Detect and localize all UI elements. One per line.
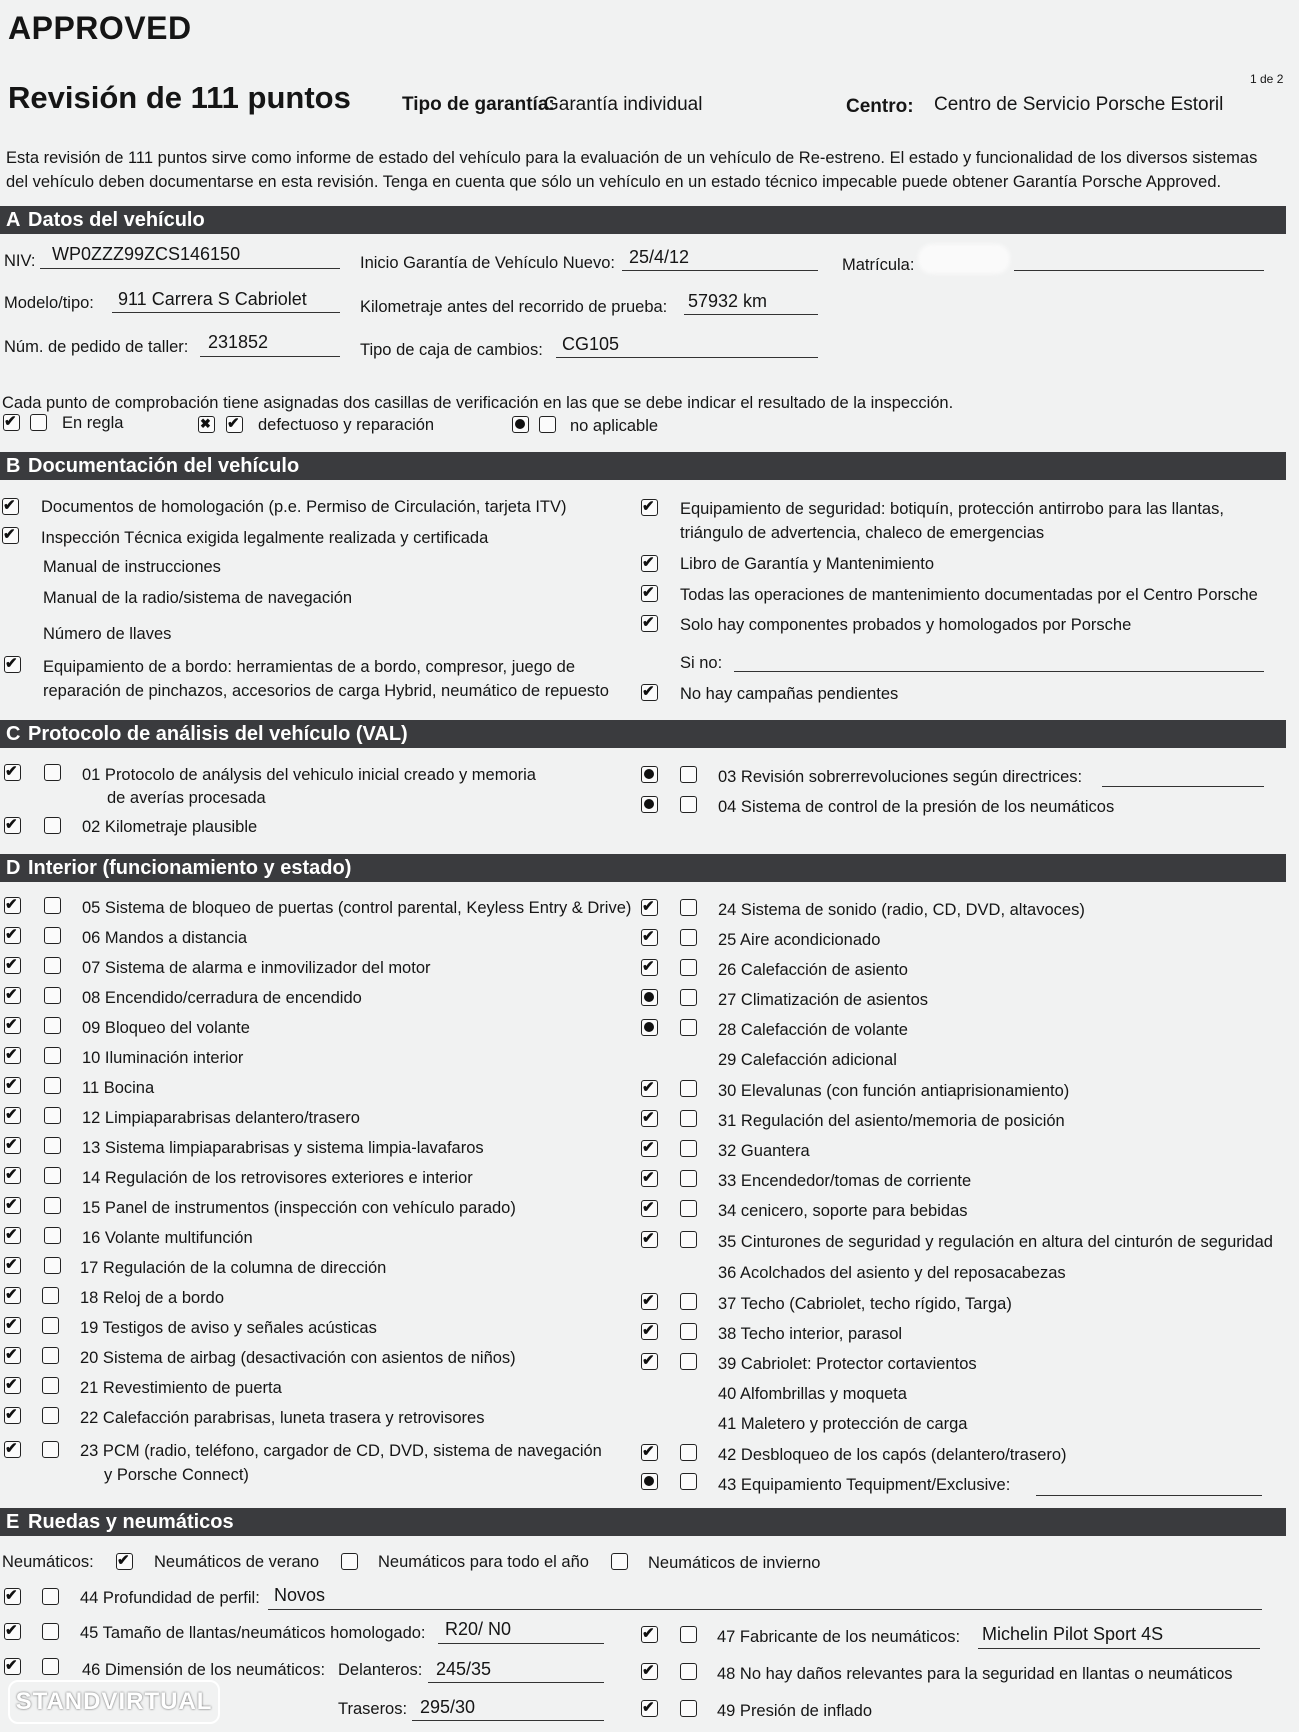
e-46-ok-checkbox[interactable] (4, 1658, 21, 1675)
c-01-label: 01 Protocolo de análysis del vehiculo inicial creado y memoria (82, 766, 536, 784)
d-22-defect-checkbox[interactable] (42, 1407, 59, 1424)
d-10-label: 10 Iluminación interior (82, 1049, 244, 1067)
d-07-label: 07 Sistema de alarma e inmovilizador del motor (82, 959, 431, 977)
d-32-defect-checkbox[interactable] (680, 1140, 697, 1157)
b-item-1-label: Documentos de homologación (p.e. Permiso de Circulación, tarjeta ITV) (41, 498, 567, 516)
d-26-defect-checkbox[interactable] (680, 959, 697, 976)
d-16-ok-checkbox[interactable] (4, 1227, 21, 1244)
summer-tyres-checkbox[interactable] (116, 1553, 133, 1570)
section-e-title: Ruedas y neumáticos (28, 1511, 234, 1533)
e-47-defect-checkbox[interactable] (680, 1626, 697, 1643)
d-43-label: 43 Equipamiento Tequipment/Exclusive: (718, 1476, 1011, 1494)
e-46-rear-line (412, 1720, 604, 1721)
e-48-ok-checkbox[interactable] (641, 1663, 658, 1680)
d-43-defect-checkbox[interactable] (680, 1473, 697, 1490)
b-item-6-label: Equipamiento de a bordo: herramientas de a bordo, compresor, juego de (43, 658, 576, 676)
b-right-1-label-cont: triángulo de advertencia, chaleco de emergencias (680, 524, 1045, 542)
b-right-2-checkbox[interactable] (641, 555, 658, 572)
legend-ok-label: En regla (62, 414, 124, 432)
d-20-label: 20 Sistema de airbag (desactivación con asientos de niños) (80, 1349, 516, 1367)
d-42-label: 42 Desbloqueo de los capós (delantero/trasero) (718, 1446, 1067, 1464)
section-d-letter: D (6, 857, 21, 879)
e-46-rear-value[interactable]: 295/30 (420, 1697, 476, 1717)
mileage-line (684, 314, 818, 315)
d-18-label: 18 Reloj de a bordo (80, 1289, 225, 1307)
d-09-label: 09 Bloqueo del volante (82, 1019, 250, 1037)
e-45-defect-checkbox[interactable] (42, 1623, 59, 1640)
d-38-label: 38 Techo interior, parasol (718, 1325, 903, 1343)
d-12-defect-checkbox[interactable] (44, 1107, 61, 1124)
winter-tyres-checkbox[interactable] (611, 1553, 628, 1570)
d-28-defect-checkbox[interactable] (680, 1019, 697, 1036)
e-48-label: 48 No hay daños relevantes para la seguridad en llantas o neumáticos (717, 1665, 1233, 1683)
d-24-label: 24 Sistema de sonido (radio, CD, DVD, altavoces) (718, 901, 1085, 919)
d-33-label: 33 Encendedor/tomas de corriente (718, 1172, 972, 1190)
d-31-ok-checkbox[interactable] (641, 1110, 658, 1127)
d-18-defect-checkbox[interactable] (42, 1287, 59, 1304)
e-44-line (268, 1609, 1262, 1610)
d-19-ok-checkbox[interactable] (4, 1317, 21, 1334)
d-20-defect-checkbox[interactable] (42, 1347, 59, 1364)
d-38-defect-checkbox[interactable] (680, 1323, 697, 1340)
b-right-5-checkbox[interactable] (641, 684, 658, 701)
d-15-ok-checkbox[interactable] (4, 1197, 21, 1214)
d-10-defect-checkbox[interactable] (44, 1047, 61, 1064)
d-34-defect-checkbox[interactable] (680, 1200, 697, 1217)
b-right-2-label: Libro de Garantía y Mantenimiento (680, 555, 935, 573)
c-01-ok-checkbox[interactable] (4, 764, 21, 781)
order-line (200, 356, 340, 357)
section-c-title: Protocolo de análisis del vehículo (VAL) (28, 723, 408, 745)
d-27-label: 27 Climatización de asientos (718, 991, 929, 1009)
d-34-label: 34 cenicero, soporte para bebidas (718, 1202, 968, 1220)
service-center-label: Centro: (846, 96, 914, 117)
d-13-defect-checkbox[interactable] (44, 1137, 61, 1154)
e-46-label: 46 Dimensión de los neumáticos: (82, 1661, 326, 1679)
d-38-ok-checkbox[interactable] (641, 1323, 658, 1340)
c-02-ok-checkbox[interactable] (4, 817, 21, 834)
page-number: 1 de 2 (1250, 72, 1284, 86)
order-label: Núm. de pedido de taller: (4, 338, 189, 356)
legend-na-label: no aplicable (570, 417, 659, 435)
model-value[interactable]: 911 Carrera S Cabriolet (118, 289, 307, 309)
d-25-label: 25 Aire acondicionado (718, 931, 881, 949)
d-32-ok-checkbox[interactable] (641, 1140, 658, 1157)
e-47-label: 47 Fabricante de los neumáticos: (717, 1628, 961, 1646)
section-c-letter: C (6, 723, 21, 745)
e-49-label: 49 Presión de inflado (717, 1702, 873, 1720)
c-02-label: 02 Kilometraje plausible (82, 818, 258, 836)
d-12-ok-checkbox[interactable] (4, 1107, 21, 1124)
legend-na-checkbox (512, 416, 529, 433)
e-44-defect-checkbox[interactable] (42, 1588, 59, 1605)
allseason-tyres-label: Neumáticos para todo el año (378, 1553, 589, 1571)
d-40-label: 40 Alfombrillas y moqueta (718, 1385, 907, 1403)
d-31-defect-checkbox[interactable] (680, 1110, 697, 1127)
b-right-3-checkbox[interactable] (641, 585, 658, 602)
plate-redacted (918, 244, 1010, 274)
intro-paragraph: Esta revisión de 111 puntos sirve como informe de estado del vehículo para la evaluación de un vehículo de Re-estreno. El estado y funcionalidad de los diversos sistemas del vehículo deben documentarse en esta revisión. Tenga en cuenta que sólo un vehículo en un estado técnico impecable puede obtener Garantía Porsche Approved. (6, 149, 1258, 191)
d-26-label: 26 Calefacción de asiento (718, 961, 908, 979)
b-right-3-label: Todas las operaciones de mantenimiento documentadas por el Centro Porsche (680, 586, 1258, 604)
d-18-ok-checkbox[interactable] (4, 1287, 21, 1304)
d-19-defect-checkbox[interactable] (42, 1317, 59, 1334)
d-08-label: 08 Encendido/cerradura de encendido (82, 989, 362, 1007)
d-26-ok-checkbox[interactable] (641, 959, 658, 976)
d-09-defect-checkbox[interactable] (44, 1017, 61, 1034)
b-right-1-checkbox[interactable] (641, 499, 658, 516)
c-02-defect-checkbox[interactable] (44, 817, 61, 834)
d-07-defect-checkbox[interactable] (44, 957, 61, 974)
d-21-ok-checkbox[interactable] (4, 1377, 21, 1394)
warranty-start-value[interactable]: 25/4/12 (629, 247, 690, 267)
c-01-label-cont: de averías procesada (107, 789, 266, 807)
gearbox-label: Tipo de caja de cambios: (360, 341, 543, 359)
d-23-label: 23 PCM (radio, teléfono, cargador de CD, DVD, sistema de navegación (80, 1442, 602, 1460)
d-06-ok-checkbox[interactable] (4, 927, 21, 944)
d-05-label: 05 Sistema de bloqueo de puertas (control parental, Keyless Entry & Drive) (82, 899, 632, 917)
warranty-start-label: Inicio Garantía de Vehículo Nuevo: (360, 254, 615, 272)
section-b-header (0, 452, 1286, 480)
e-46-front-value[interactable]: 245/35 (436, 1659, 492, 1679)
section-a-header (0, 206, 1286, 234)
plate-line (1014, 270, 1264, 271)
d-27-defect-checkbox[interactable] (680, 989, 697, 1006)
d-22-ok-checkbox[interactable] (4, 1407, 21, 1424)
section-d-header (0, 854, 1286, 882)
legend-defect-label: defectuoso y reparación (258, 416, 435, 434)
d-16-label: 16 Volante multifunción (82, 1229, 253, 1247)
d-33-ok-checkbox[interactable] (641, 1170, 658, 1187)
e-46-front-label: Delanteros: (338, 1661, 423, 1679)
approved-heading: APPROVED (8, 10, 192, 46)
section-b-letter: B (6, 455, 21, 477)
c-01-defect-checkbox[interactable] (44, 764, 61, 781)
d-08-ok-checkbox[interactable] (4, 987, 21, 1004)
d-07-ok-checkbox[interactable] (4, 957, 21, 974)
legend-defect-ok-checkbox (226, 416, 243, 433)
section-d-title: Interior (funcionamiento y estado) (28, 857, 352, 879)
b-right-ifnot-label: Si no: (680, 654, 723, 672)
d-21-label: 21 Revestimiento de puerta (80, 1379, 282, 1397)
e-47-value[interactable]: Michelin Pilot Sport 4S (982, 1624, 1164, 1644)
d-11-defect-checkbox[interactable] (44, 1077, 61, 1094)
legend-ok-checkbox (3, 414, 20, 431)
b-right-1-label: Equipamiento de seguridad: botiquín, protección antirrobo para las llantas, (680, 500, 1224, 518)
e-44-value[interactable]: Novos (274, 1585, 326, 1605)
d-28-na-checkbox[interactable] (641, 1019, 658, 1036)
d-36-label: 36 Acolchados del asiento y del reposacabezas (718, 1264, 1066, 1282)
b-item-5-label: Número de llaves (43, 625, 172, 643)
b-item-2-label: Inspección Técnica exigida legalmente realizada y certificada (41, 529, 489, 547)
b-item-1-checkbox[interactable] (2, 498, 19, 515)
e-45-value[interactable]: R20/ N0 (445, 1619, 512, 1639)
section-c-header (0, 720, 1286, 748)
b-right-4-label: Solo hay componentes probados y homologados por Porsche (680, 616, 1132, 634)
b-item-6-checkbox[interactable] (4, 656, 21, 673)
d-41-label: 41 Maletero y protección de carga (718, 1415, 968, 1433)
d-13-label: 13 Sistema limpiaparabrisas y sistema limpia-lavafaros (82, 1139, 484, 1157)
d-33-defect-checkbox[interactable] (680, 1170, 697, 1187)
b-right-5-label: No hay campañas pendientes (680, 685, 899, 703)
c-04-label: 04 Sistema de control de la presión de los neumáticos (718, 798, 1115, 816)
d-42-ok-checkbox[interactable] (641, 1444, 658, 1461)
d-06-defect-checkbox[interactable] (44, 927, 61, 944)
d-15-defect-checkbox[interactable] (44, 1197, 61, 1214)
section-e-letter: E (6, 1511, 20, 1533)
d-30-label: 30 Elevalunas (con función antiaprisionamiento) (718, 1082, 1070, 1100)
d-11-label: 11 Bocina (82, 1079, 155, 1097)
d-13-ok-checkbox[interactable] (4, 1137, 21, 1154)
c-03-defect-checkbox[interactable] (680, 766, 697, 783)
d-25-ok-checkbox[interactable] (641, 929, 658, 946)
d-37-label: 37 Techo (Cabriolet, techo rígido, Targa) (718, 1295, 1012, 1313)
e-45-ok-checkbox[interactable] (4, 1623, 21, 1640)
e-45-label: 45 Tamaño de llantas/neumáticos homologado: (80, 1624, 426, 1642)
d-14-label: 14 Regulación de los retrovisores exteriores e interior (82, 1169, 473, 1187)
section-a-letter: A (6, 209, 21, 231)
section-a-title: Datos del vehículo (28, 209, 205, 231)
d-09-ok-checkbox[interactable] (4, 1017, 21, 1034)
standvirtual-logo: STANDVIRTUAL (8, 1680, 220, 1724)
d-23-ok-checkbox[interactable] (4, 1441, 21, 1458)
d-05-ok-checkbox[interactable] (4, 897, 21, 914)
d-23-label-cont: y Porsche Connect) (104, 1466, 249, 1484)
d-27-na-checkbox[interactable] (641, 989, 658, 1006)
model-label: Modelo/tipo: (4, 294, 94, 312)
d-34-ok-checkbox[interactable] (641, 1200, 658, 1217)
b-right-4-checkbox[interactable] (641, 615, 658, 632)
c-04-na-checkbox[interactable] (641, 796, 658, 813)
d-39-defect-checkbox[interactable] (680, 1353, 697, 1370)
model-line (112, 312, 340, 313)
e-46-front-line (428, 1682, 604, 1683)
d-37-ok-checkbox[interactable] (641, 1293, 658, 1310)
niv-value[interactable]: WP0ZZZ99ZCS146150 (52, 244, 241, 264)
e-47-line (978, 1648, 1260, 1649)
winter-tyres-label: Neumáticos de invierno (648, 1554, 821, 1572)
e-46-rear-label: Traseros: (338, 1700, 408, 1718)
d-06-label: 06 Mandos a distancia (82, 929, 248, 947)
niv-line (40, 268, 340, 269)
d-25-defect-checkbox[interactable] (680, 929, 697, 946)
d-35-defect-checkbox[interactable] (680, 1231, 697, 1248)
d-17-ok-checkbox[interactable] (4, 1257, 21, 1274)
d-39-ok-checkbox[interactable] (641, 1353, 658, 1370)
d-15-label: 15 Panel de instrumentos (inspección con vehículo parado) (82, 1199, 516, 1217)
e-45-line (438, 1643, 604, 1644)
d-24-ok-checkbox[interactable] (641, 899, 658, 916)
warranty-type-value: Garantía individual (544, 94, 703, 115)
d-08-defect-checkbox[interactable] (44, 987, 61, 1004)
order-value[interactable]: 231852 (208, 332, 269, 352)
d-10-ok-checkbox[interactable] (4, 1047, 21, 1064)
gearbox-line (556, 357, 818, 358)
section-b-title: Documentación del vehículo (28, 455, 300, 477)
b-item-3-label: Manual de instrucciones (43, 558, 221, 576)
c-03-label: 03 Revisión sobrerrevoluciones según directrices: (718, 768, 1083, 786)
warranty-start-line (622, 270, 818, 271)
e-44-ok-checkbox[interactable] (4, 1588, 21, 1605)
e-48-defect-checkbox[interactable] (680, 1663, 697, 1680)
e-44-label: 44 Profundidad de perfil: (80, 1589, 260, 1607)
c-03-line (1102, 786, 1264, 787)
b-item-6-label-cont: reparación de pinchazos, accesorios de carga Hybrid, neumático de repuesto (43, 682, 609, 700)
d-28-label: 28 Calefacción de volante (718, 1021, 908, 1039)
d-14-defect-checkbox[interactable] (44, 1167, 61, 1184)
allseason-tyres-checkbox[interactable] (341, 1553, 358, 1570)
legend-na-empty-checkbox (539, 416, 556, 433)
d-17-defect-checkbox[interactable] (44, 1257, 61, 1274)
service-center-value: Centro de Servicio Porsche Estoril (934, 94, 1224, 115)
d-30-ok-checkbox[interactable] (641, 1080, 658, 1097)
e-46-defect-checkbox[interactable] (42, 1658, 59, 1675)
d-20-ok-checkbox[interactable] (4, 1347, 21, 1364)
mileage-value[interactable]: 57932 km (688, 291, 768, 311)
legend-empty-checkbox (30, 414, 47, 431)
b-right-ifnot-line (734, 671, 1264, 672)
d-29-label: 29 Calefacción adicional (718, 1051, 897, 1069)
d-11-ok-checkbox[interactable] (4, 1077, 21, 1094)
plate-label: Matrícula: (842, 256, 915, 274)
c-04-defect-checkbox[interactable] (680, 796, 697, 813)
section-e-header (0, 1508, 1286, 1536)
d-30-defect-checkbox[interactable] (680, 1080, 697, 1097)
d-24-defect-checkbox[interactable] (680, 899, 697, 916)
d-43-line (1036, 1495, 1262, 1496)
legend-defect-checkbox (198, 416, 215, 433)
d-12-label: 12 Limpiaparabrisas delantero/trasero (82, 1109, 360, 1127)
d-37-defect-checkbox[interactable] (680, 1293, 697, 1310)
summer-tyres-label: Neumáticos de verano (154, 1553, 320, 1571)
e-47-ok-checkbox[interactable] (641, 1626, 658, 1643)
d-21-defect-checkbox[interactable] (42, 1377, 59, 1394)
d-19-label: 19 Testigos de aviso y señales acústicas (80, 1319, 377, 1337)
warranty-type-label: Tipo de garantía: (402, 94, 555, 115)
tyres-label: Neumáticos: (2, 1553, 94, 1571)
e-49-defect-checkbox[interactable] (680, 1700, 697, 1717)
b-item-2-checkbox[interactable] (2, 527, 19, 544)
d-23-defect-checkbox[interactable] (42, 1441, 59, 1458)
gearbox-value[interactable]: CG105 (562, 334, 620, 354)
d-35-label: 35 Cinturones de seguridad y regulación en altura del cinturón de seguridad (718, 1233, 1273, 1251)
d-42-defect-checkbox[interactable] (680, 1444, 697, 1461)
mileage-label: Kilometraje antes del recorrido de prueba: (360, 298, 668, 316)
page-title: Revisión de 111 puntos (8, 80, 351, 115)
legend-text: Cada punto de comprobación tiene asignadas dos casillas de verificación en las que se debe indicar el resultado de la inspección. (2, 394, 954, 412)
d-32-label: 32 Guantera (718, 1142, 810, 1160)
d-35-ok-checkbox[interactable] (641, 1231, 658, 1248)
d-31-label: 31 Regulación del asiento/memoria de posición (718, 1112, 1065, 1130)
niv-label: NIV: (4, 252, 36, 270)
d-43-na-checkbox[interactable] (641, 1473, 658, 1490)
d-14-ok-checkbox[interactable] (4, 1167, 21, 1184)
b-item-4-label: Manual de la radio/sistema de navegación (43, 589, 353, 607)
e-49-ok-checkbox[interactable] (641, 1700, 658, 1717)
d-39-label: 39 Cabriolet: Protector cortavientos (718, 1355, 977, 1373)
d-22-label: 22 Calefacción parabrisas, luneta trasera y retrovisores (80, 1409, 485, 1427)
d-17-label: 17 Regulación de la columna de dirección (80, 1259, 387, 1277)
c-03-na-checkbox[interactable] (641, 766, 658, 783)
d-05-defect-checkbox[interactable] (44, 897, 61, 914)
d-16-defect-checkbox[interactable] (44, 1227, 61, 1244)
